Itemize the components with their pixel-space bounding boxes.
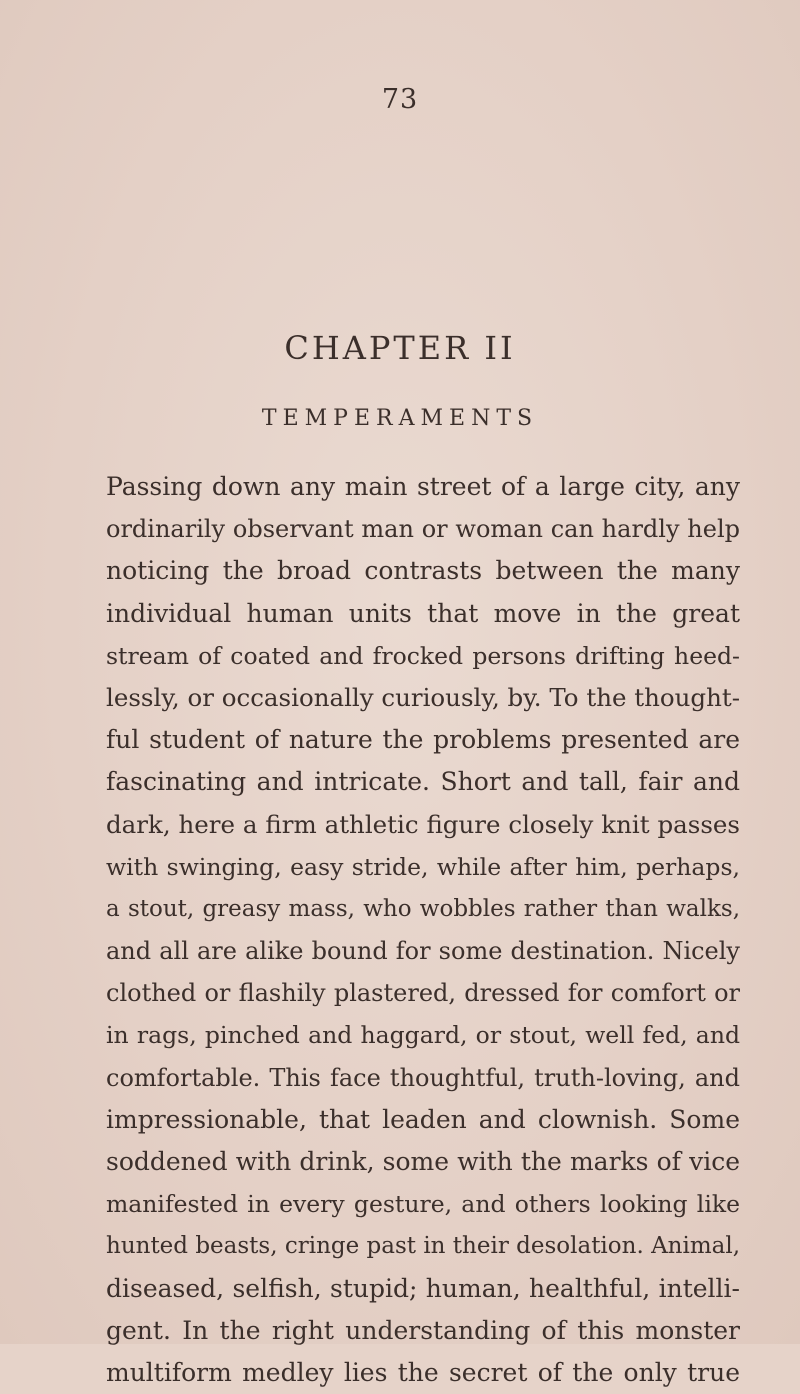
text-line: lessly, or occasionally curiously, by. To the thought-: [106, 682, 740, 712]
text-line: individual human units that move in the great: [106, 598, 740, 628]
page-number: 73: [381, 84, 419, 115]
text-line: hunted beasts, cringe past in their desolation. Animal,: [106, 1233, 741, 1260]
text-line: and all are alike bound for some destination. Nicely: [106, 937, 740, 966]
text-line: impressionable, that leaden and clownish. Some: [106, 1104, 740, 1134]
text-line: fascinating and intricate. Short and tall, fair and: [106, 767, 740, 797]
chapter-title: CHAPTER II: [284, 329, 516, 367]
text-line: Passing down any main street of a large city, any: [106, 472, 740, 501]
text-line: with swinging, easy stride, while after him, perhaps,: [106, 852, 740, 881]
text-line: noticing the broad contrasts between the many: [106, 556, 740, 586]
text-line: multiform medley lies the secret of the only true: [106, 1357, 740, 1387]
text-line: clothed or flashily plastered, dressed for comfort or: [106, 979, 740, 1008]
body-text: [106, 466, 740, 1394]
text-line: manifested in every gesture, and others looking like: [106, 1190, 740, 1219]
text-line: gent. In the right understanding of this monster: [106, 1315, 740, 1345]
text-line: ful student of nature the problems presented are: [106, 725, 740, 755]
text-line: dark, here a firm athletic figure closely knit passes: [106, 809, 740, 839]
text-line: ordinarily observant man or woman can hardly help: [106, 515, 740, 544]
text-line: in rags, pinched and haggard, or stout, well fed, and: [106, 1021, 740, 1050]
chapter-subtitle: TEMPERAMENTS: [261, 406, 539, 431]
text-line: stream of coated and frocked persons drifting heed-: [106, 641, 740, 670]
text-line: a stout, greasy mass, who wobbles rather than walks,: [106, 895, 740, 922]
text-line: comfortable. This face thoughtful, truth-loving, and: [106, 1063, 740, 1092]
text-line: soddened with drink, some with the marks of vice: [106, 1147, 740, 1176]
text-line: diseased, selfish, stupid; human, healthful, intelli-: [106, 1273, 740, 1303]
